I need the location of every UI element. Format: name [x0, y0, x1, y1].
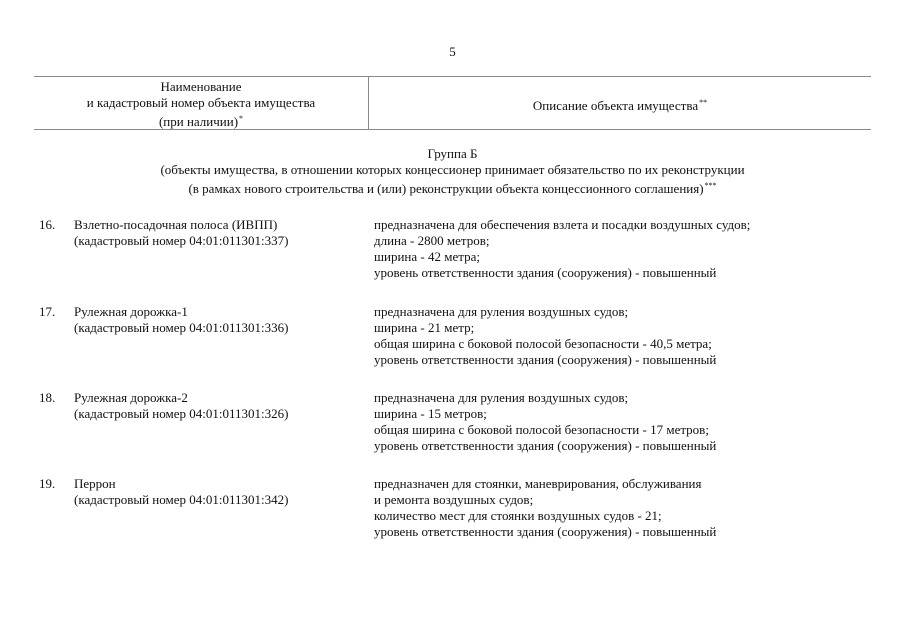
item-description-line: уровень ответственности здания (сооружения) - повышенный: [374, 524, 717, 539]
table-top-rule: [34, 76, 871, 77]
item-description-line: предназначена для руления воздушных судов;: [374, 390, 629, 405]
footnote-mark: ***: [704, 181, 717, 190]
item-description-line: предназначена для руления воздушных судов;: [374, 304, 629, 319]
item-name-cell: [74, 304, 288, 336]
item-name: Рулежная дорожка-2: [74, 390, 188, 405]
item-name-cell: [74, 390, 288, 422]
page-number: 5: [449, 44, 456, 59]
group-heading: [0, 146, 905, 197]
column-header-name-line: (при наличии)*: [158, 114, 244, 129]
footnote-mark: **: [699, 98, 708, 107]
item-description-line: предназначена для обеспечения взлета и посадки воздушных судов;: [374, 217, 751, 232]
item-description-line: предназначен для стоянки, маневрирования, обслуживания: [374, 476, 702, 491]
group-subtitle-line: (в рамках нового строительства и (или) реконструкции объекта концессионного соглашения)***: [188, 181, 717, 196]
item-name-cell: [74, 217, 288, 249]
item-name: Рулежная дорожка-1: [74, 304, 188, 319]
item-cadastral-number: (кадастровый номер 04:01:011301:326): [74, 406, 289, 421]
item-description-line: длина - 2800 метров;: [374, 233, 490, 248]
item-description-line: ширина - 15 метров;: [374, 406, 487, 421]
item-number: 19.: [39, 476, 56, 491]
item-description-cell: [374, 476, 716, 540]
group-title: Группа Б: [427, 146, 478, 161]
item-cadastral-number: (кадастровый номер 04:01:011301:336): [74, 320, 289, 335]
item-description-cell: [374, 217, 750, 281]
item-number: 18.: [39, 390, 56, 405]
footnote-mark: *: [239, 114, 244, 123]
item-description-cell: [374, 390, 716, 454]
item-description-line: ширина - 21 метр;: [374, 320, 475, 335]
item-description-line: ширина - 42 метра;: [374, 249, 480, 264]
item-number: 17.: [39, 304, 56, 319]
item-description-line: уровень ответственности здания (сооружения) - повышенный: [374, 438, 717, 453]
group-subtitle-line: (объекты имущества, в отношении которых концессионер принимает обязательство по их реконструкции: [160, 162, 745, 177]
item-description-line: общая ширина с боковой полосой безопасности - 17 метров;: [374, 422, 709, 437]
item-description-line: количество мест для стоянки воздушных судов - 21;: [374, 508, 662, 523]
item-description-line: общая ширина с боковой полосой безопасности - 40,5 метра;: [374, 336, 712, 351]
item-cadastral-number: (кадастровый номер 04:01:011301:342): [74, 492, 289, 507]
item-cadastral-number: (кадастровый номер 04:01:011301:337): [74, 233, 289, 248]
item-name: Перрон: [74, 476, 116, 491]
item-description-line: уровень ответственности здания (сооружения) - повышенный: [374, 265, 717, 280]
item-description-line: и ремонта воздушных судов;: [374, 492, 534, 507]
item-name: Взлетно-посадочная полоса (ИВПП): [74, 217, 278, 232]
column-header-description: [369, 95, 871, 114]
column-header-description-label: Описание объекта имущества: [532, 98, 699, 113]
column-header-name: [34, 79, 368, 130]
item-name-cell: [74, 476, 288, 508]
column-header-name-line: Наименование: [160, 79, 242, 94]
item-number: 16.: [39, 217, 56, 232]
column-header-name-line: и кадастровый номер объекта имущества: [86, 95, 316, 110]
item-description-line: уровень ответственности здания (сооружения) - повышенный: [374, 352, 717, 367]
item-description-cell: [374, 304, 716, 368]
